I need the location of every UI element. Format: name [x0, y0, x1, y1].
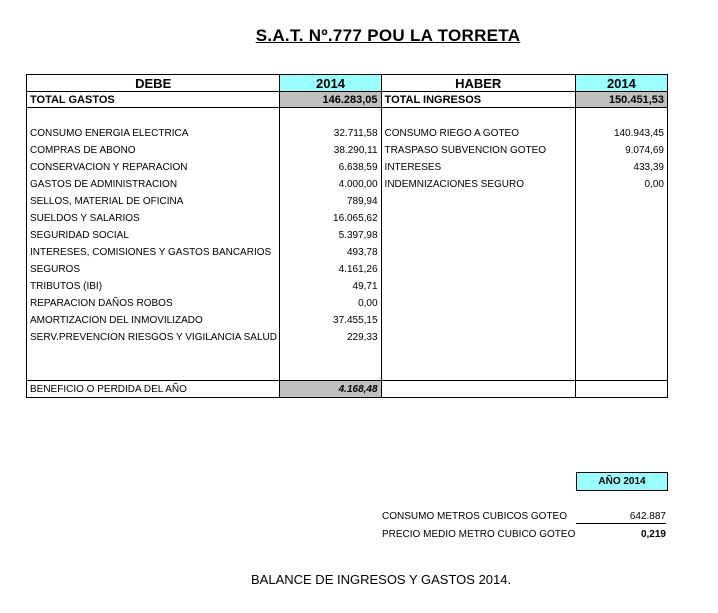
haber-concept [381, 227, 575, 244]
haber-value [575, 329, 667, 346]
haber-value [575, 295, 667, 312]
haber-concept [381, 295, 575, 312]
debe-concept: INTERESES, COMISIONES Y GASTOS BANCARIOS [27, 244, 280, 261]
table-row [27, 278, 668, 295]
haber-value: 433,39 [575, 159, 667, 176]
table-row [27, 329, 668, 346]
debe-concept: SELLOS, MATERIAL DE OFICINA [27, 193, 280, 210]
haber-value [575, 227, 667, 244]
table-row [27, 244, 668, 261]
debe-concept: GASTOS DE ADMINISTRACION [27, 176, 280, 193]
year-label-box: AÑO 2014 [576, 472, 668, 491]
debe-concept: SERV.PREVENCION RIESGOS Y VIGILANCIA SALUD [27, 329, 280, 346]
debe-value: 5.397,98 [280, 227, 381, 244]
debe-concept: CONSERVACION Y REPARACION [27, 159, 280, 176]
table-row [27, 125, 668, 142]
debe-concept: SEGUROS [27, 261, 280, 278]
debe-value: 493,78 [280, 244, 381, 261]
header-row [27, 75, 668, 92]
debe-value: 38.290,11 [280, 142, 381, 159]
debe-value: 0,00 [280, 295, 381, 312]
debe-value: 37.455,15 [280, 312, 381, 329]
table-row [27, 261, 668, 278]
debe-value: 49,71 [280, 278, 381, 295]
table-row [27, 159, 668, 176]
haber-concept: INTERESES [381, 159, 575, 176]
table-row [27, 176, 668, 193]
haber-value [575, 193, 667, 210]
debe-concept: REPARACION DAÑOS ROBOS [27, 295, 280, 312]
header-haber: HABER [381, 75, 575, 92]
haber-concept [381, 261, 575, 278]
header-debe: DEBE [27, 75, 280, 92]
spacer-row [27, 363, 668, 381]
debe-value: 32.711,58 [280, 125, 381, 142]
spacer-row [27, 346, 668, 363]
total-ingresos-value: 150.451,53 [575, 92, 667, 108]
debe-value: 6.638,59 [280, 159, 381, 176]
debe-concept: CONSUMO ENERGIA ELECTRICA [27, 125, 280, 142]
haber-concept [381, 312, 575, 329]
spacer-row [27, 108, 668, 126]
beneficio-value: 4.168,48 [280, 381, 381, 398]
table-row [27, 312, 668, 329]
haber-concept [381, 244, 575, 261]
haber-concept [381, 278, 575, 295]
haber-value [575, 244, 667, 261]
table-row [27, 142, 668, 159]
haber-concept [381, 193, 575, 210]
debe-concept: AMORTIZACION DEL INMOVILIZADO [27, 312, 280, 329]
debe-value: 789,94 [280, 193, 381, 210]
debe-concept: SUELDOS Y SALARIOS [27, 210, 280, 227]
haber-value [575, 278, 667, 295]
table-row [27, 295, 668, 312]
debe-value: 16.065,62 [280, 210, 381, 227]
table-row [27, 227, 668, 244]
haber-concept: TRASPASO SUBVENCION GOTEO [381, 142, 575, 159]
footer-caption: BALANCE DE INGRESOS Y GASTOS 2014. [251, 572, 512, 587]
debe-value: 229,33 [280, 329, 381, 346]
debe-concept: SEGURIDAD SOCIAL [27, 227, 280, 244]
total-gastos-value: 146.283,05 [280, 92, 381, 108]
haber-value: 9.074,69 [575, 142, 667, 159]
debe-value: 4.161,26 [280, 261, 381, 278]
haber-value: 140.943,45 [575, 125, 667, 142]
total-ingresos-label: TOTAL INGRESOS [381, 92, 575, 108]
debe-concept: COMPRAS DE ABONO [27, 142, 280, 159]
haber-value: 0,00 [575, 176, 667, 193]
haber-value [575, 312, 667, 329]
haber-value [575, 210, 667, 227]
totals-row [27, 92, 668, 108]
precio-label: PRECIO MEDIO METRO CUBICO GOTEO [382, 529, 576, 540]
balance-table [26, 74, 668, 398]
page-title: S.A.T. Nº.777 POU LA TORRETA [255, 26, 521, 45]
total-gastos-label: TOTAL GASTOS [27, 92, 280, 108]
debe-concept: TRIBUTOS (IBI) [27, 278, 280, 295]
table-row [27, 210, 668, 227]
beneficio-label: BENEFICIO O PERDIDA DEL AÑO [27, 381, 280, 398]
beneficio-row [27, 381, 668, 398]
header-year-left: 2014 [280, 75, 381, 92]
precio-value: 0,219 [640, 529, 666, 540]
table-row [27, 193, 668, 210]
consumo-label: CONSUMO METROS CUBICOS GOTEO [382, 511, 568, 522]
consumo-value: 642.887 [576, 511, 666, 524]
haber-concept: CONSUMO RIEGO A GOTEO [381, 125, 575, 142]
haber-concept [381, 210, 575, 227]
haber-concept [381, 329, 575, 346]
header-year-right: 2014 [575, 75, 667, 92]
haber-value [575, 261, 667, 278]
haber-concept: INDEMNIZACIONES SEGURO [381, 176, 575, 193]
debe-value: 4.000,00 [280, 176, 381, 193]
